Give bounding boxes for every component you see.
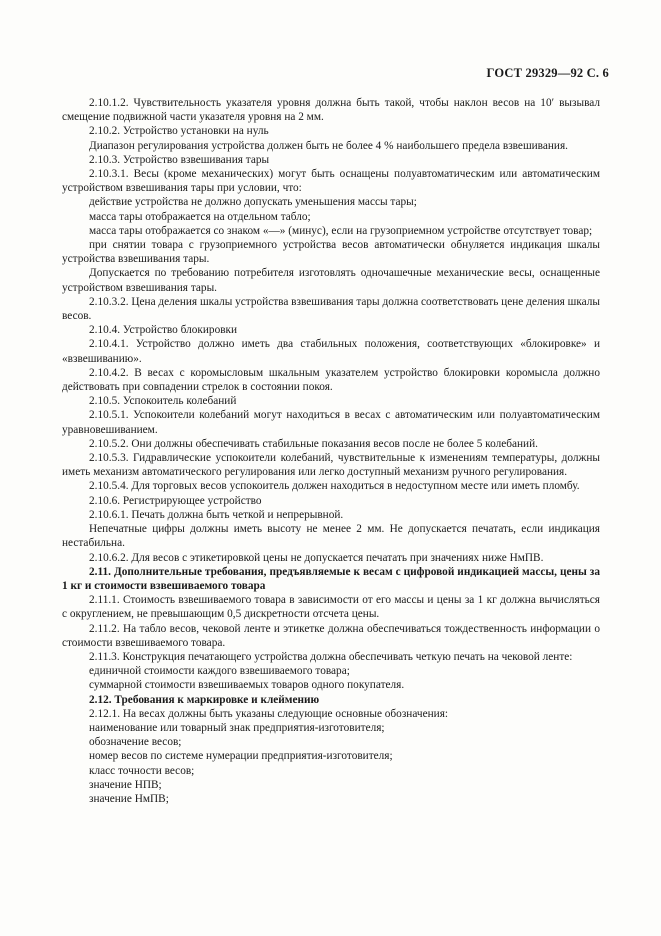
paragraph: Допускается по требованию потребителя изготовлять одночашечные механические весы, оснащенные устройством взвешивания тары.	[62, 267, 600, 294]
paragraph: номер весов по системе нумерации предприятия-изготовителя;	[89, 750, 393, 763]
paragraph: 2.10.4.2. В весах с коромысловым шкальным указателем устройство блокировки коромысла должно действовать при совпадении стрелок в состоянии покоя.	[62, 366, 600, 394]
paragraph: обозначение весов;	[89, 736, 182, 749]
paragraph: 2.10.3.2. Цена деления шкалы устройства взвешивания тары должна соответствовать цене деления шкалы весов.	[62, 295, 600, 323]
paragraph: значение НмПВ;	[89, 792, 169, 805]
paragraph: действие устройства не должно допускать уменьшения массы тары;	[89, 196, 417, 209]
paragraph: 2.10.5.2. Они должны обеспечивать стабильные показания весов после не более 5 колебаний.	[89, 437, 538, 450]
paragraph: суммарной стоимости взвешиваемых товаров одного покупателя.	[89, 679, 405, 692]
section-heading: 2.11. Дополнительные требования, предъявляемые к весам с цифровой индикацией массы, цены за 1 кг и стоимости взвешиваемого товара	[62, 565, 600, 592]
paragraph: 2.10.6. Регистрирующее устройство	[89, 494, 262, 507]
paragraph: 2.11.1. Стоимость взвешиваемого товара в зависимости от его массы и цены за 1 кг должна вычисляться с округлением, не превышающим 0,5 дискретности отсчета цены.	[62, 594, 600, 621]
paragraph: 2.10.4.1. Устройство должно иметь два стабильных положения, соответствующих «блокировке» и «взвешиванию».	[62, 338, 600, 365]
paragraph: 2.10.5.3. Гидравлические успокоители колебаний, чувствительные к изменениям температуры, должны иметь механизм автоматического регулирования или легко доступный механизм ручного регулирования.	[62, 452, 600, 479]
document-body	[62, 96, 600, 806]
paragraph: значение НПВ;	[89, 778, 162, 791]
paragraph: Непечатные цифры должны иметь высоту не менее 2 мм. Не допускается печатать, если индикация нестабильна.	[62, 523, 600, 550]
section-heading: 2.12. Требования к маркировке и клеймению	[89, 693, 320, 706]
paragraph: 2.10.3. Устройство взвешивания тары	[89, 153, 270, 166]
paragraph: Диапазон регулирования устройства должен быть не более 4 % наибольшего предела взвешивания.	[89, 139, 568, 152]
paragraph: 2.10.5. Успокоитель колебаний	[89, 395, 237, 408]
paragraph: 2.10.1.2. Чувствительность указателя уровня должна быть такой, чтобы наклон весов на 10′ вызывал смещение подвижной части указателя уровня на 2 мм.	[62, 97, 600, 124]
paragraph: 2.10.3.1. Весы (кроме механических) могут быть оснащены полуавтоматическим или автоматическим устройством взвешивания тары при условии, что:	[62, 168, 600, 195]
page-header: ГОСТ 29329—92 С. 6	[486, 66, 609, 80]
paragraph: наименование или товарный знак предприятия-изготовителя;	[89, 721, 385, 734]
paragraph: единичной стоимости каждого взвешиваемого товара;	[89, 665, 350, 678]
paragraph: класс точности весов;	[89, 764, 195, 777]
paragraph: масса тары отображается со знаком «—» (минус), если на грузоприемном устройстве отсутствует товар;	[89, 224, 593, 237]
paragraph: 2.12.1. На весах должны быть указаны следующие основные обозначения:	[89, 707, 449, 720]
paragraph: при снятии товара с грузоприемного устройства весов автоматически обнуляется индикация шкалы устройства взвешивания тары.	[62, 239, 600, 266]
paragraph: 2.10.6.2. Для весов с этикетировкой цены не допускается печатать при значениях ниже НмПВ.	[89, 551, 544, 564]
paragraph: масса тары отображается на отдельном табло;	[89, 210, 311, 223]
paragraph: 2.11.2. На табло весов, чековой ленте и этикетке должна обеспечиваться тождественность информации о стоимости взвешиваемого товара.	[62, 622, 600, 649]
paragraph: 2.10.4. Устройство блокировки	[89, 324, 238, 337]
paragraph: 2.11.3. Конструкция печатающего устройства должна обеспечивать четкую печать на чековой ленте:	[89, 650, 573, 663]
paragraph: 2.10.2. Устройство установки на нуль	[89, 125, 269, 138]
paragraph: 2.10.5.1. Успокоители колебаний могут находиться в весах с автоматическим или полуавтоматическим уравновешиванием.	[62, 409, 600, 436]
paragraph: 2.10.5.4. Для торговых весов успокоитель должен находиться в недоступном месте или иметь пломбу.	[89, 480, 580, 493]
paragraph: 2.10.6.1. Печать должна быть четкой и непрерывной.	[89, 508, 344, 521]
